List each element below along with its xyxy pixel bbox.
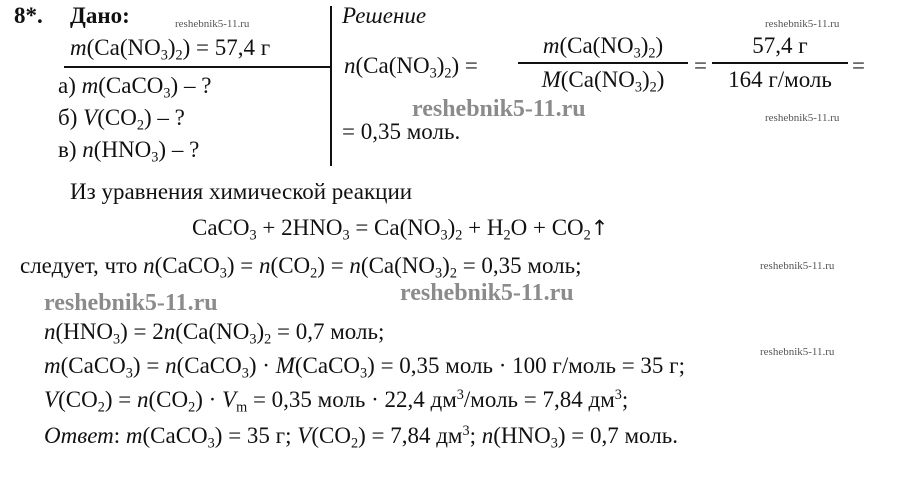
answer-text: : m(CaCO$_3$) = 35 г; $V(CO_2) = 7,84$ $дм^3$; $n(HNO_3) = 0,7$ моль. [113, 423, 678, 452]
carbonate-mass-line: m(CaCO$_3$) = n(CaCO$_3$) · M(CaCO$_3$) = 0,35 моль · 100 г/моль = 35 г; [44, 353, 686, 382]
equals-sign: = [852, 53, 865, 78]
stoichiometry-line: следует, что n(CaCO$_3$) = $n(CO_2) = n(Ca(NO_3)_2 = 0,35$ моль; [20, 253, 582, 282]
given-underline [64, 66, 330, 68]
fraction-numeric [712, 32, 848, 94]
reaction-equation: CaCO$_3$ + $2HNO_3 = Ca(NO_3)_2 + H_2O$ + $CO_2↑$ [192, 215, 609, 244]
watermark-small: reshebnik5-11.ru [760, 260, 835, 272]
answer-label: Ответ [44, 423, 114, 448]
n-calcium-nitrate: $n(Ca(NO_3)_2)$ = [344, 53, 478, 82]
fraction-bar [712, 62, 848, 64]
fraction-mass-over-molar [518, 32, 688, 94]
answer-line [44, 422, 678, 450]
equals-sign: = [694, 53, 707, 78]
find-c: в) $n(HNO_3)$ – ? [58, 137, 200, 166]
watermark-large: reshebnik5-11.ru [400, 280, 574, 306]
given-divider [330, 6, 332, 166]
fraction-numerator: $m(Ca(NO_3)_2)$ [542, 33, 664, 62]
find-a: а) m(CaCO$_3$) – ? [58, 73, 212, 102]
co2-volume-line: $V(CO_2) = n(CO_2) \cdot V_m = 0,35$ моль · 22,4 $дм^3$/моль = 7,84 $дм^3$; [44, 387, 629, 416]
nitric-acid-moles-line: $n(HNO_3) = 2n(Ca(NO_3)_2 = 0,7$ моль; [44, 319, 385, 348]
problem-number: 8*. [14, 3, 43, 28]
watermark-large: reshebnik5-11.ru [44, 290, 218, 316]
watermark-small: reshebnik5-11.ru [765, 18, 840, 30]
watermark-large: reshebnik5-11.ru [412, 96, 586, 122]
watermark-small: reshebnik5-11.ru [175, 18, 250, 30]
fraction-denominator: $M(Ca(NO_3)_2)$ [541, 66, 665, 95]
find-b: б) $V(CO_2)$ – ? [58, 105, 185, 134]
solution-label: Решение [342, 3, 427, 28]
result-moles: = 0,35 моль. [342, 119, 461, 144]
reaction-intro: Из уравнения химической реакции [70, 179, 413, 204]
fraction-bar [518, 62, 688, 64]
watermark-small: reshebnik5-11.ru [760, 346, 835, 358]
given-label: Дано: [70, 3, 130, 28]
fraction-numerator: 57,4 г [752, 33, 808, 58]
watermark-small: reshebnik5-11.ru [765, 112, 840, 124]
fraction-denominator: 164 г/моль [728, 66, 832, 92]
given-mass: $m(Ca(NO_3)_2) = 57,4$ г [70, 35, 271, 64]
